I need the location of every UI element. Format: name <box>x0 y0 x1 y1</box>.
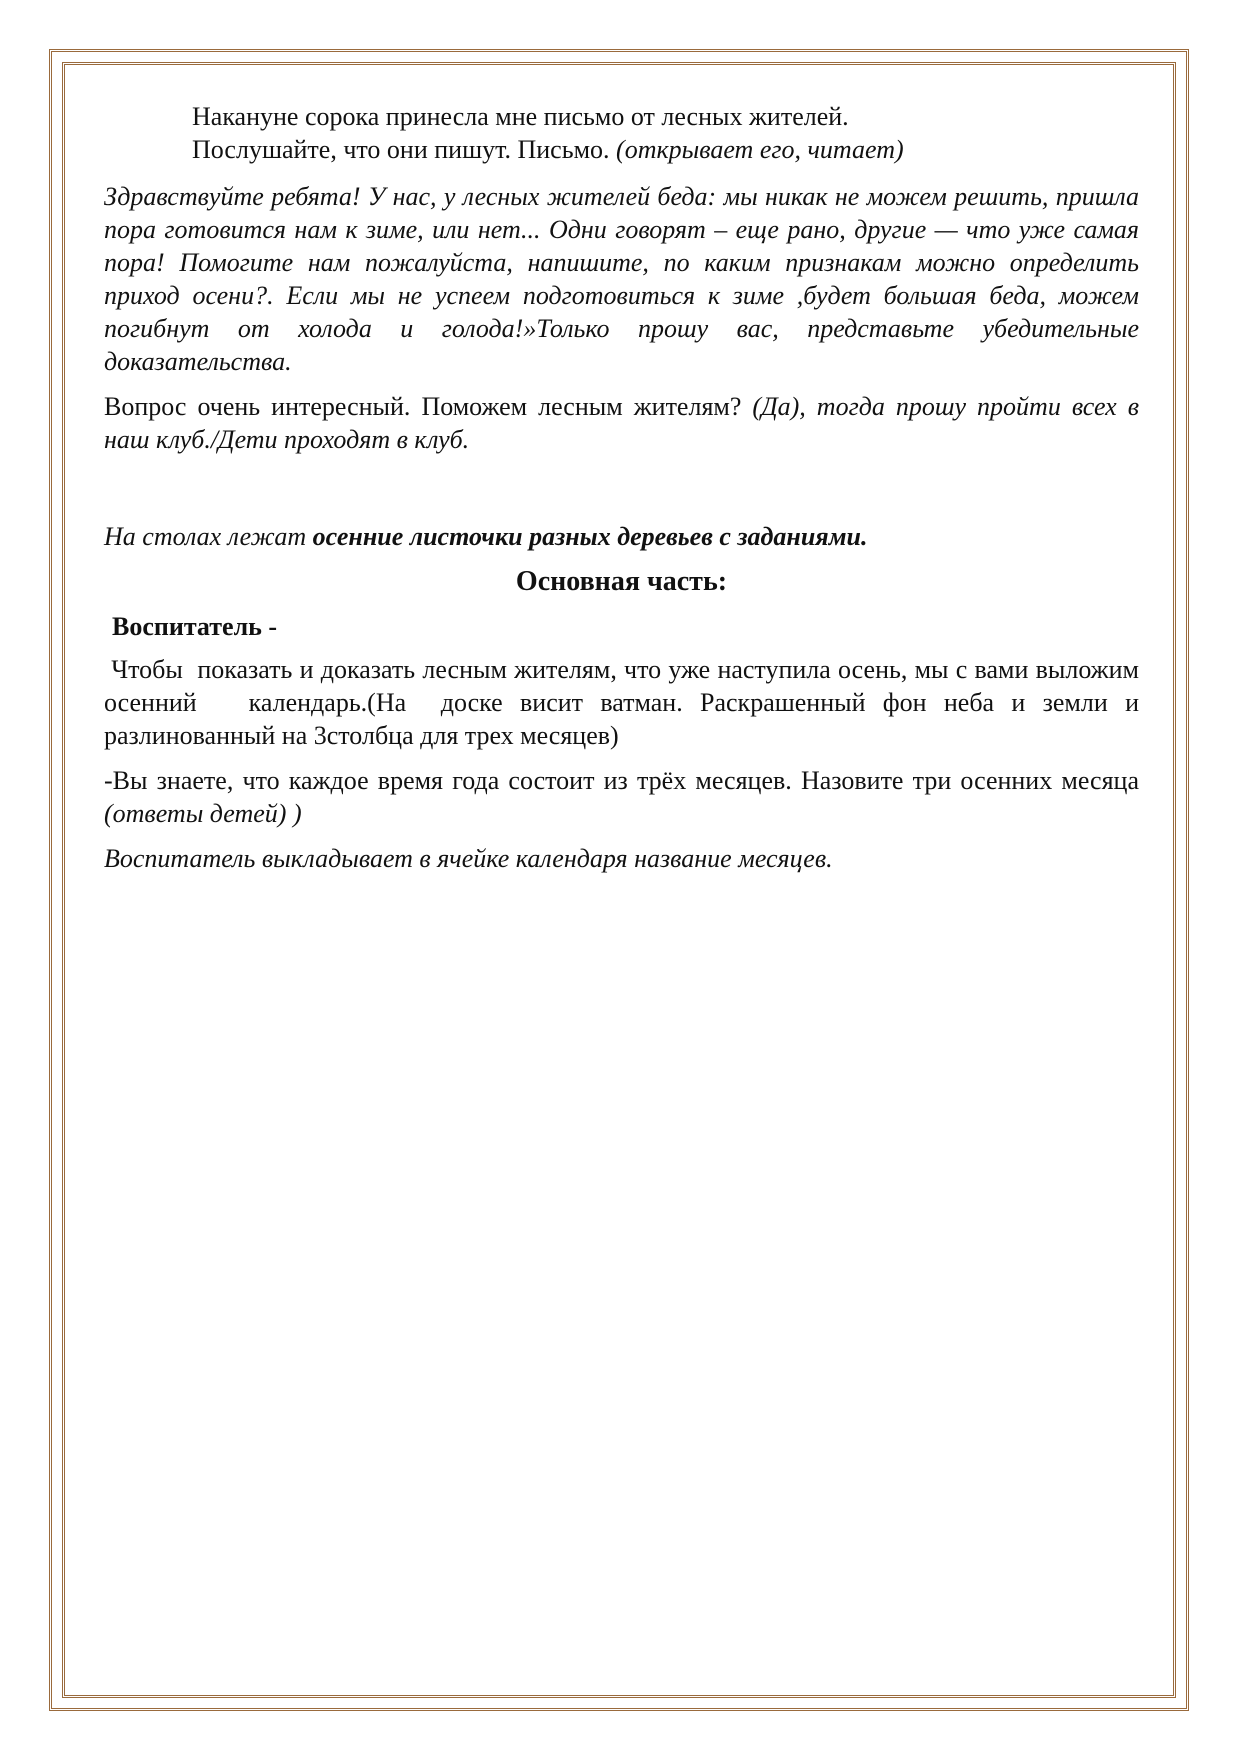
months-stage-note: (ответы детей) ) <box>104 799 302 828</box>
document-body <box>104 100 1146 875</box>
months-question-text: -Вы знаете, что каждое время года состоит из трёх месяцев. Назовите три осенних месяца <box>104 766 1139 795</box>
question-paragraph <box>104 390 1139 456</box>
intro-line-1: Накануне сорока принесла мне письмо от лесных жителей. <box>192 102 849 131</box>
intro-line-2 <box>192 133 1139 166</box>
months-question <box>104 764 1139 830</box>
intro-line-2-text: Послушайте, что они пишут. Письмо. <box>192 135 610 164</box>
speaker-label: Воспитатель - <box>112 612 278 641</box>
forest-letter: Здравствуйте ребята! У нас, у лесных жителей беда: мы никак не можем решить, пришла пора готовится нам к зиме, или нет... Одни говорят – еще рано, другие — что уже самая пора! Помогите нам пожалуйста, напишите, по каким признакам можно определить приход осени?. Если мы не успеем подготовиться к зиме ,будет большая беда, можем погибнут от холода и голода!»Только прошу вас, представьте убедительные доказательства. <box>104 182 1139 376</box>
tables-text: На столах лежат <box>104 522 307 551</box>
section-heading: Основная часть: <box>515 566 728 597</box>
calendar-paragraph: Чтобы показать и доказать лесным жителям, что уже наступила осень, мы с вами выложим осенний календарь.(На доске висит ватман. Раскрашенный фон неба и земли и разлинованный на 3столбца для трех месяцев) <box>104 655 1146 750</box>
question-stage-note: (Да), тогда прошу пройти всех в наш клуб./Дети проходят в клуб. <box>104 392 1140 454</box>
intro-stage-note: (открывает его, читает) <box>616 135 904 164</box>
question-text: Вопрос очень интересный. Поможем лесным жителям? <box>104 392 742 421</box>
tables-paragraph <box>104 520 1139 553</box>
closing-note: Воспитатель выкладывает в ячейке календаря название месяцев. <box>104 844 833 873</box>
tables-bold-text: осенние листочки разных деревьев с заданиями. <box>312 522 868 551</box>
